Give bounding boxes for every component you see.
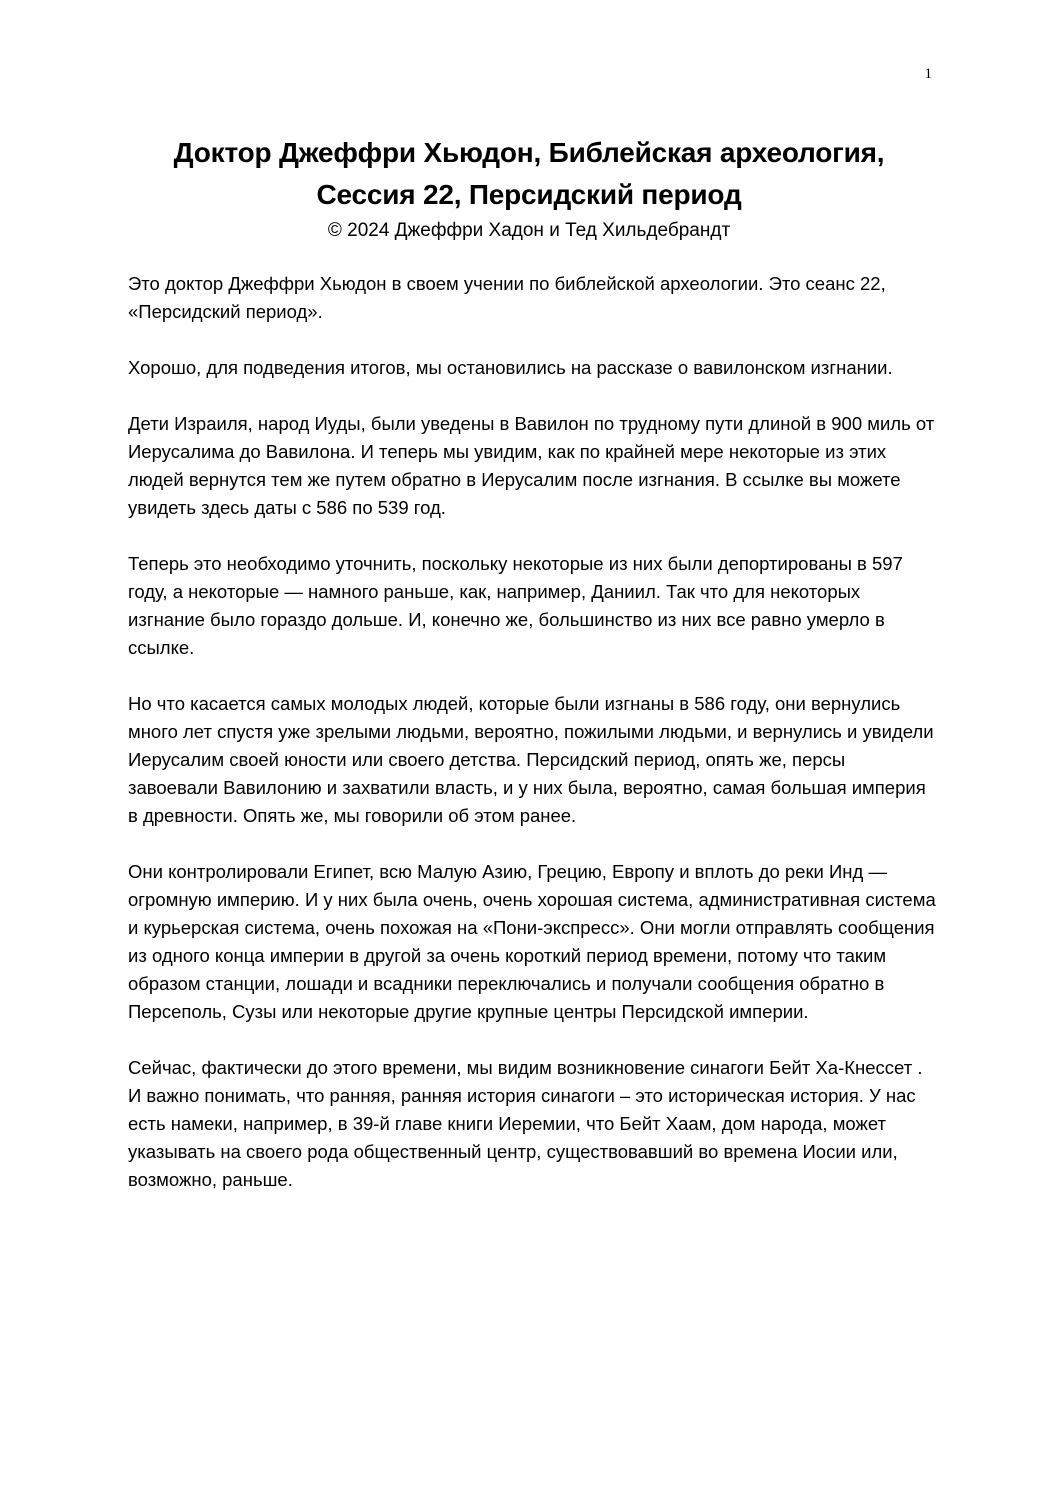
paragraph: Сейчас, фактически до этого времени, мы видим возникновение синагоги Бейт Ха-Кнессет . И важно понимать, что ранняя, ранняя история синагоги – это историческая история. У нас есть намеки, например, в 39-й главе книги Иеремии, что Бейт Хаам, дом народа, может указывать на своего рода общественный центр, существовавший во времена Иосии или, возможно, раньше. — [128, 1057, 923, 1190]
paragraph: Дети Израиля, народ Иуды, были уведены в Вавилон по трудному пути длиной в 900 миль от Иерусалима до Вавилона. И теперь мы увидим, как по крайней мере некоторые из этих людей вернутся тем же путем обратно в Иерусалим после изгнания. В ссылке вы можете увидеть здесь даты с 586 по 539 год. — [128, 413, 935, 518]
document-title — [100, 132, 958, 216]
paragraph: Но что касается самых молодых людей, которые были изгнаны в 586 году, они вернулись много лет спустя уже зрелыми людьми, вероятно, пожилыми людьми, и вернулись и увидели Иерусалим своей юности или своего детства. Персидский период, опять же, персы завоевали Вавилонию и захватили власть, и у них была, вероятно, самая большая империя в древности. Опять же, мы говорили об этом ранее. — [128, 693, 934, 826]
paragraph: Они контролировали Египет, всю Малую Азию, Грецию, Европу и вплоть до реки Инд — огромную империю. И у них была очень, очень хорошая система, административная система и курьерская система, очень похожая на «Пони-экспресс». Они могли отправлять сообщения из одного конца империи в другой за очень короткий период времени, потому что таким образом станции, лошади и всадники переключались и получали сообщения обратно в Персеполь, Сузы или некоторые другие крупные центры Персидской империи. — [128, 861, 936, 1022]
copyright-line: © 2024 Джеффри Хадон и Тед Хильдебрандт — [327, 220, 731, 241]
document-body — [128, 270, 940, 1222]
paragraph: Это доктор Джеффри Хьюдон в своем учении по библейской археологии. Это сеанс 22, «Персидский период». — [128, 273, 886, 322]
title-line-2: Сессия 22, Персидский период — [316, 179, 742, 210]
title-line-1: Доктор Джеффри Хьюдон, Библейская археология, — [173, 137, 885, 168]
paragraph: Хорошо, для подведения итогов, мы остановились на рассказе о вавилонском изгнании. — [128, 357, 893, 378]
paragraph: Теперь это необходимо уточнить, поскольку некоторые из них были депортированы в 597 году, а некоторые — намного раньше, как, например, Даниил. Так что для некоторых изгнание было гораздо дольше. И, конечно же, большинство из них все равно умерло в ссылке. — [128, 553, 903, 658]
page-number: 1 — [924, 66, 932, 82]
